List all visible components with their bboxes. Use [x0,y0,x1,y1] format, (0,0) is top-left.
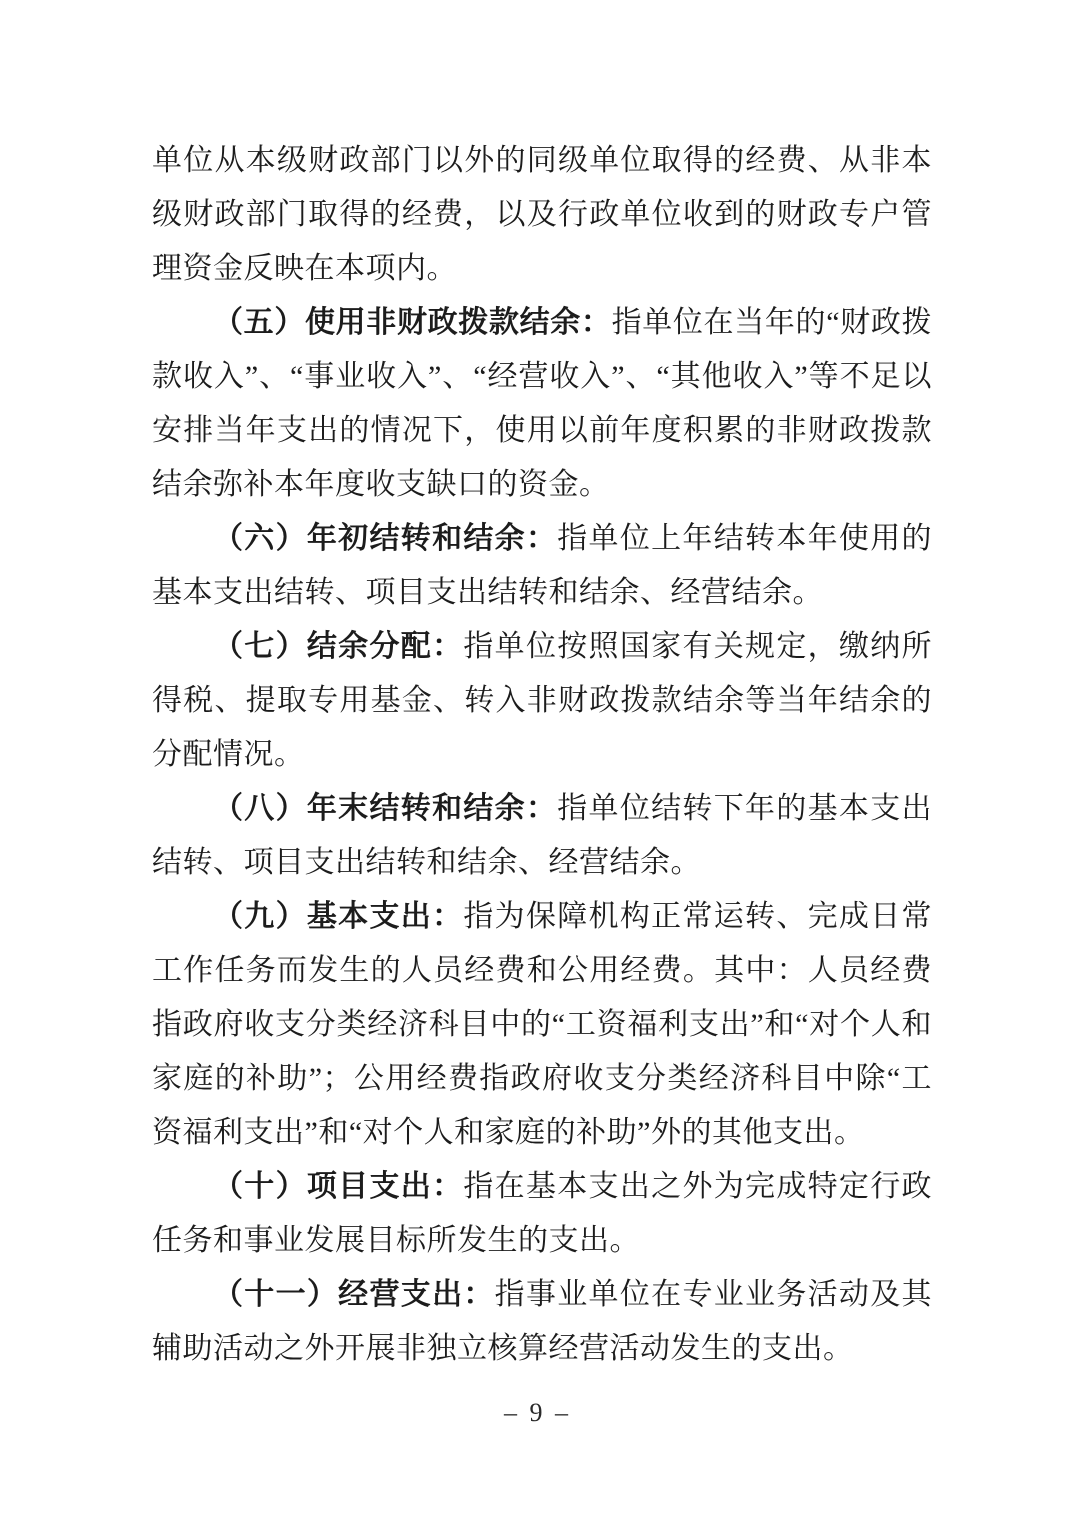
paragraph-text: 指在基本支出之外为完成特定行政任务和事业发展目标所发生的支出。 [152,1170,933,1257]
paragraph-text: 指单位上年结转本年使用的基本支出结转、项目支出结转和结余、经营结余。 [152,522,932,609]
paragraph-text: 指单位在当年的“财政拨款收入”、“事业收入”、“经营收入”、“其他收入”等不足以安排当年支出的情况下，使用以前年度积累的非财政拨款结余弥补本年度收支缺口的资金。 [152,306,932,501]
paragraph-heading: （七）结余分配： [213,630,464,663]
paragraph-heading: （十）项目支出： [213,1170,464,1203]
paragraph [152,890,932,1160]
paragraph-heading: （九）基本支出： [213,900,464,933]
paragraph-heading: （六）年初结转和结余： [213,522,558,555]
paragraph [152,1160,932,1268]
paragraph [152,620,932,782]
paragraph [152,296,932,512]
paragraph-text: 单位从本级财政部门以外的同级单位取得的经费、从非本级财政部门取得的经费，以及行政单位收到的财政专户管理资金反映在本项内。 [152,144,932,285]
paragraph [152,1268,932,1376]
page-number: – 9 – [504,1398,571,1427]
paragraph [152,134,932,296]
paragraph-text: 指单位按照国家有关规定，缴纳所得税、提取专用基金、转入非财政拨款结余等当年结余的分配情况。 [152,630,933,771]
paragraph [152,782,932,890]
paragraph-text: 指为保障机构正常运转、完成日常工作任务而发生的人员经费和公用经费。其中：人员经费指政府收支分类经济科目中的“工资福利支出”和“对个人和家庭的补助”；公用经费指政府收支分类经济科目中除“工资福利支出”和“对个人和家庭的补助”外的其他支出。 [152,900,933,1149]
paragraph-heading: （八）年末结转和结余： [213,792,558,825]
paragraph-text: 指单位结转下年的基本支出结转、项目支出结转和结余、经营结余。 [152,792,932,879]
paragraph [152,512,932,620]
document-body [152,134,932,1376]
paragraph-text: 指事业单位在专业业务活动及其辅助活动之外开展非独立核算经营活动发生的支出。 [152,1278,933,1365]
paragraph-heading: （十一）经营支出： [213,1278,495,1311]
paragraph-heading: （五）使用非财政拨款结余： [213,306,612,339]
